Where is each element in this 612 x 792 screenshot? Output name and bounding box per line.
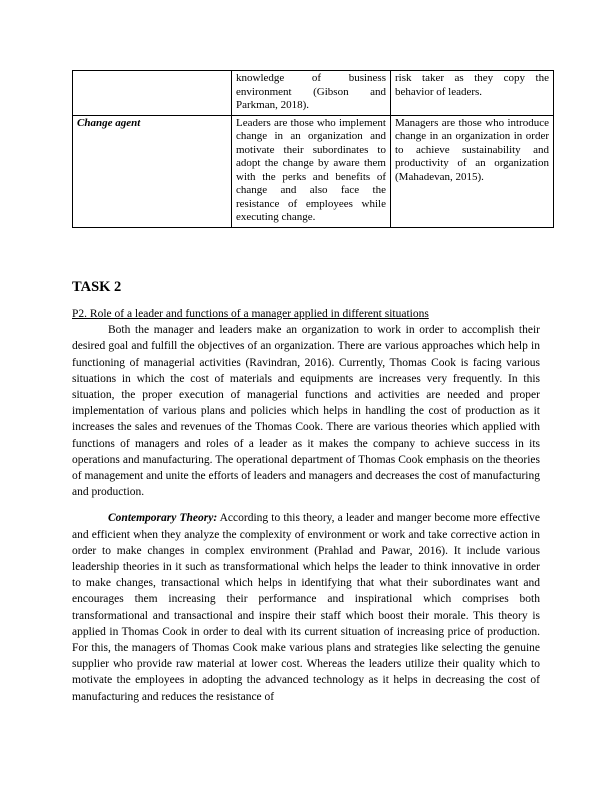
- task-heading: TASK 2: [72, 279, 122, 295]
- table-row: [73, 71, 554, 116]
- paragraph-text: According to this theory, a leader and manger become more effective and efficient when they analyze the complexity of environment or work and take corrective action in order to make changes in complex environment (Prahlad and Pawar, 2016). It include various leadership theories in it such as transformational which helps the leader to think innovative in order to make changes, transactional which helps in identifying that what their subordinates want and encourages them increasing their performance and inspirational which comprises both transformational and transactional and inspire their staff which boost their morale. This theory is applied in Thomas Cook in order to deal with its current situation of increasing price of production. For this, the managers of Thomas Cook make various plans and strategies like selecting the genuine supplier who provide raw material at lower cost. Whereas the leaders utilize their quality which to motivate the employees in adopting the advanced technology as it helps in decreasing the cost of manufacturing and reduces the resistance of: [72, 512, 540, 703]
- paragraph-lead-in: Contemporary Theory:: [108, 512, 218, 525]
- paragraph-contemporary-theory: [72, 510, 540, 704]
- leader-manager-comparison-table: [72, 70, 554, 228]
- paragraph-intro: [72, 322, 540, 500]
- row-label-cell: [73, 71, 232, 116]
- leader-cell: Leaders are those who implement change in an organization and motivate their subordinates to adopt the change by aware them with the perks and benefits of change and also face the resistance of employees while executing change.: [232, 115, 391, 227]
- task-body: [72, 306, 540, 705]
- table-row: [73, 115, 554, 227]
- row-label-cell: Change agent: [73, 115, 232, 227]
- leader-cell: knowledge of business environment (Gibson and Parkman, 2018).: [232, 71, 391, 116]
- paragraph-text: Both the manager and leaders make an organization to work in order to accomplish their desired goal and fulfill the objectives of an organization. There are various approaches which help in functioning of managerial activities (Ravindran, 2016). Currently, Thomas Cook is facing various situations in which the cost of materials and equipments are increases very frequently. In this situation, the proper execution of managerial functions and activities are needed and proper implementation of various plans and policies which helps in handling the cost of production as it increases the sales and revenues of the Thomas Cook. There are various theories which applied with functions of managers and roles of a leader as it makes the company to achieve success in its operations and manufacturing. The operational department of Thomas Cook emphasis on the theories of management and unite the efforts of leaders and managers and decreases the cost of manufacturing and production.: [72, 324, 540, 499]
- manager-cell: Managers are those who introduce change in an organization in order to achieve sustainability and productivity of an organization (Mahadevan, 2015).: [391, 115, 554, 227]
- section-subheading: P2. Role of a leader and functions of a manager applied in different situations: [72, 308, 429, 320]
- manager-cell: risk taker as they copy the behavior of leaders.: [391, 71, 554, 116]
